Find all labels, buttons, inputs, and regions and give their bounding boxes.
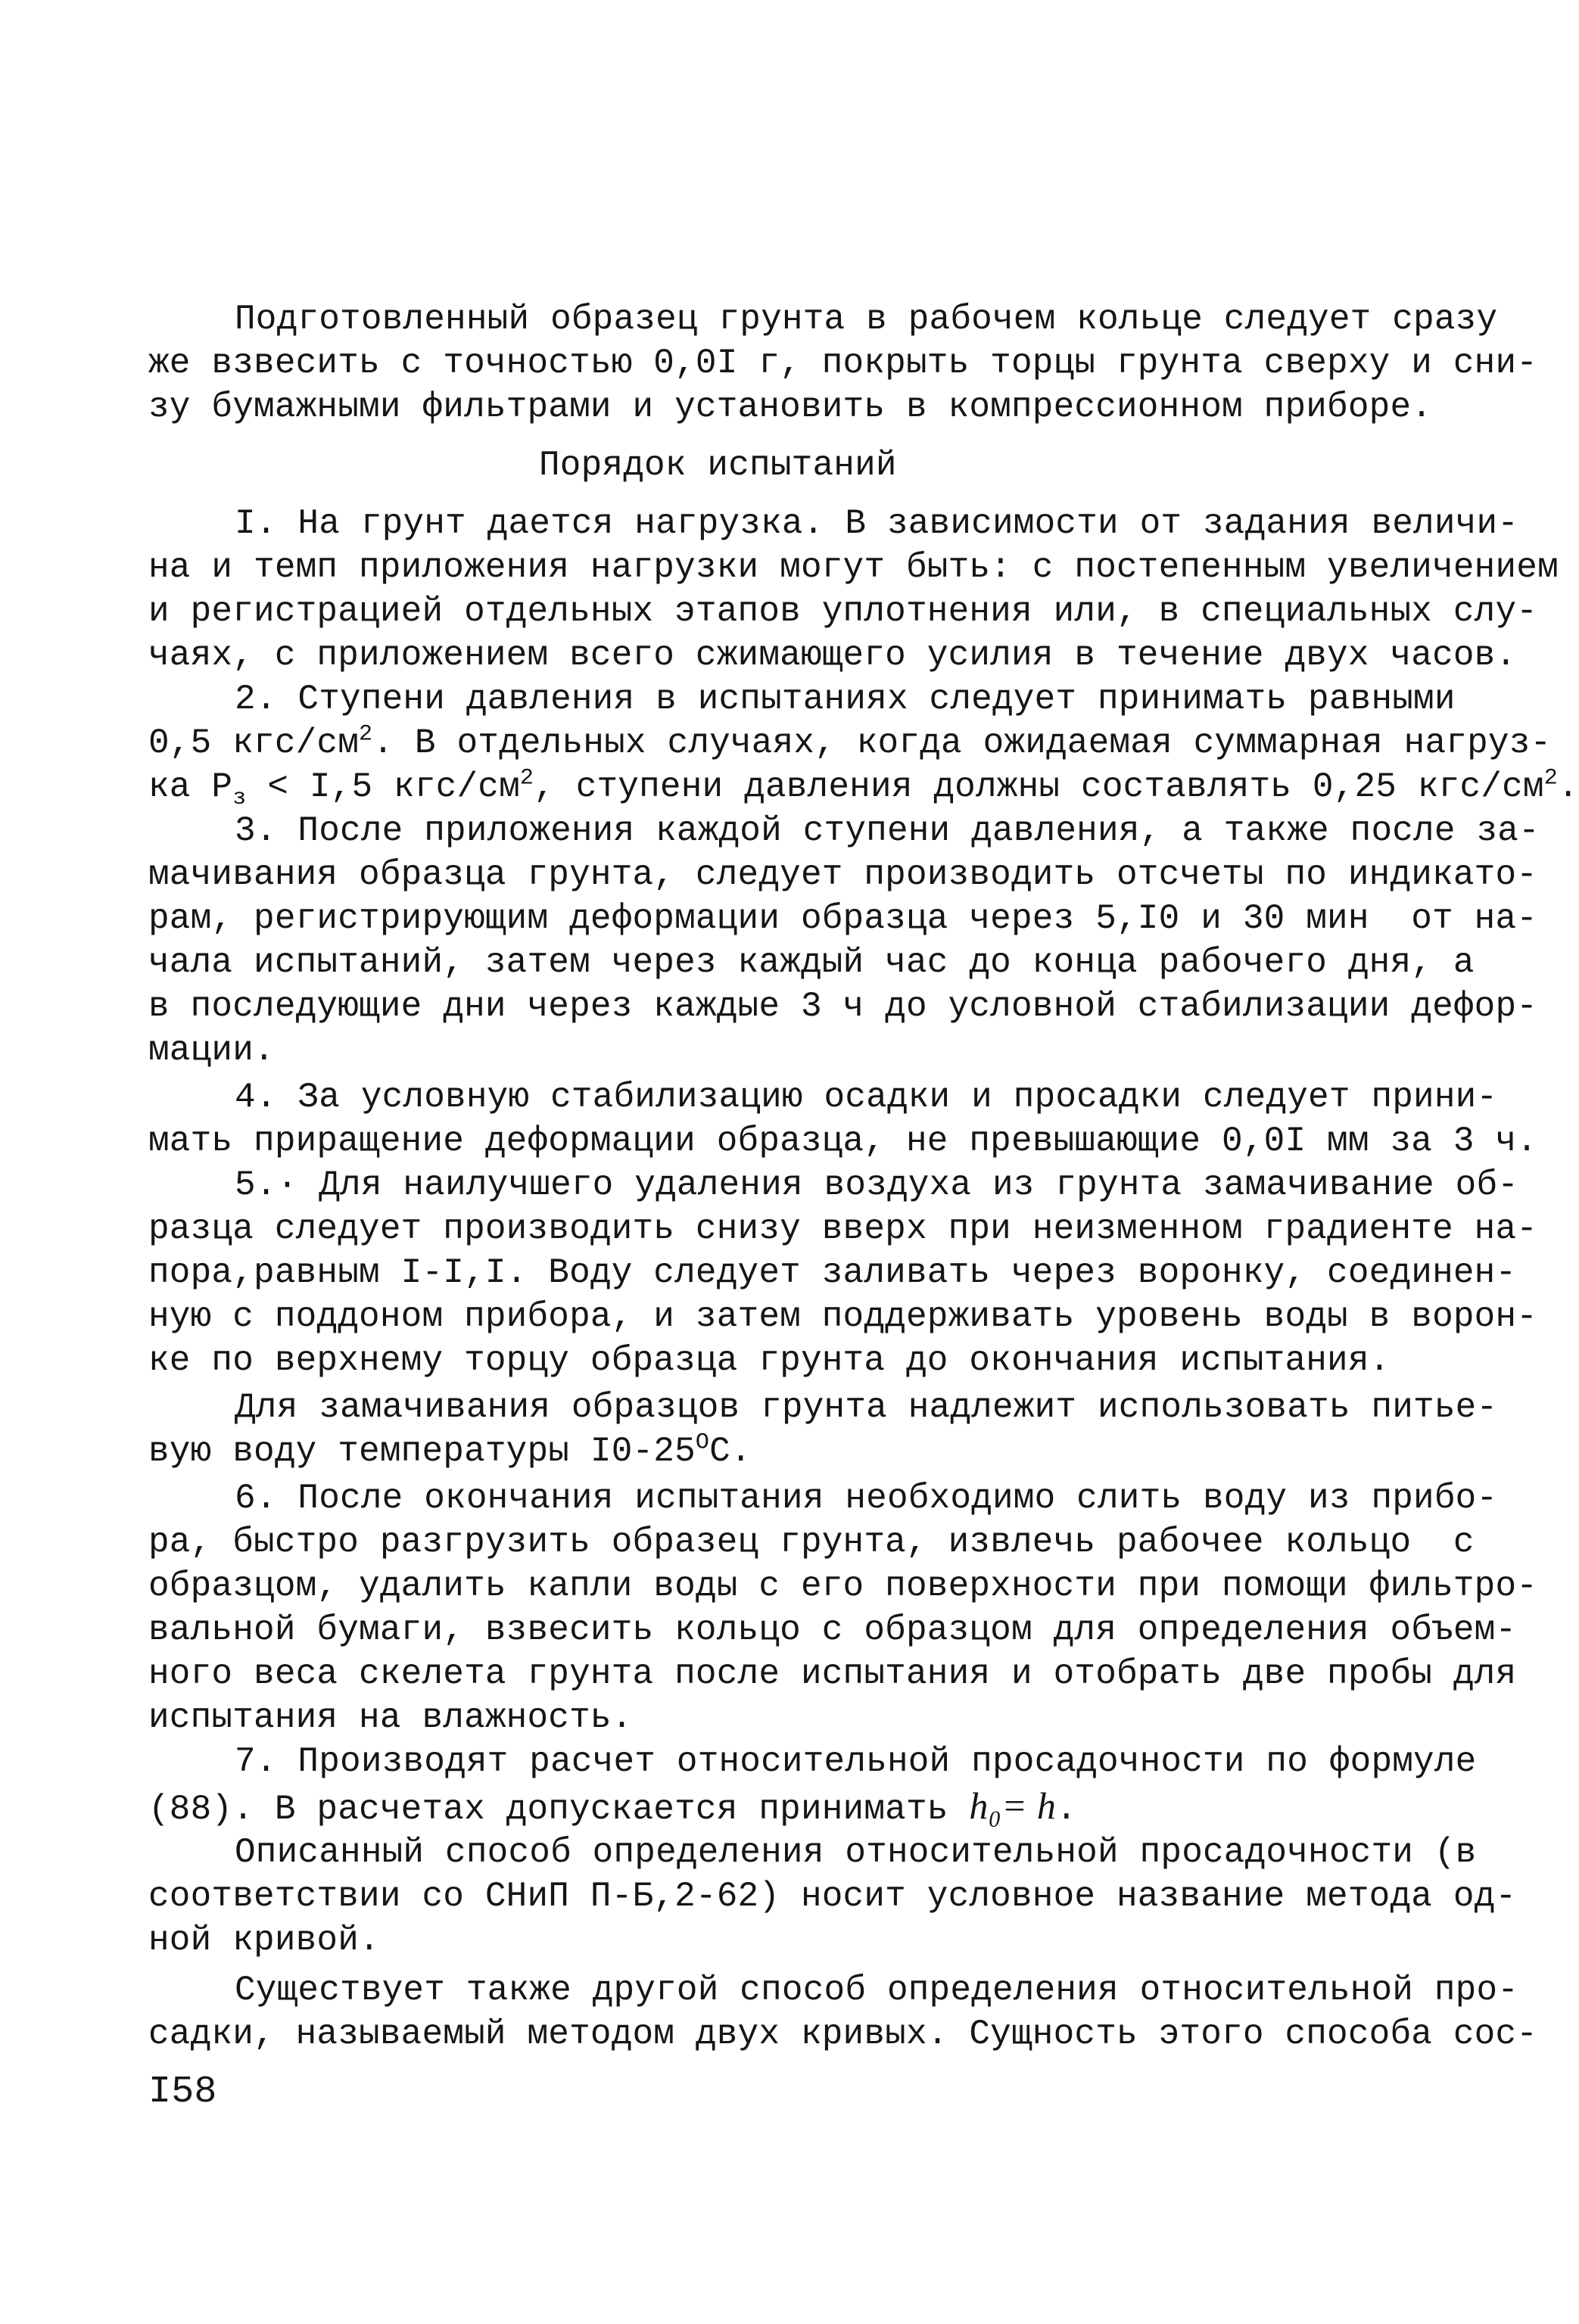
text-line <box>148 1784 1077 1828</box>
superscript: 2 <box>359 721 373 748</box>
text-line: ра, быстро разгрузить образец грунта, извлечь рабочее кольцо с <box>148 1523 1475 1562</box>
text-line: мачивания образца грунта, следует производить отсчеты по индикато- <box>148 855 1538 894</box>
text-line: же взвесить с точностью 0,0I г, покрыть торцы грунта сверху и сни- <box>148 344 1538 383</box>
text-line: мации. <box>148 1031 275 1070</box>
text-span: (88). В расчетах допускается принимать <box>148 1790 970 1829</box>
text-line: ной кривой. <box>148 1921 380 1960</box>
text-line: на и темп приложения нагрузки могут быть: с постепенным увеличением <box>148 548 1559 587</box>
text-line: 6. После окончания испытания необходимо слить воду из прибо- <box>235 1479 1498 1518</box>
text-span: . <box>1557 767 1579 807</box>
text-span: ка Р <box>148 767 233 807</box>
text-span: С. <box>709 1432 752 1471</box>
text-line: 7. Производят расчет относительной просадочности по формуле <box>235 1742 1477 1781</box>
superscript: 2 <box>1543 765 1558 792</box>
text-line: ного веса скелета грунта после испытания и отобрать две пробы для <box>148 1654 1517 1694</box>
text-line: Существует также другой способ определения относительной про- <box>235 1971 1519 2010</box>
text-line: ную с поддоном прибора, и затем поддерживать уровень воды в ворон- <box>148 1297 1538 1336</box>
text-line: рам, регистрирующим деформации образца через 5,I0 и 30 мин от на- <box>148 899 1538 938</box>
text-line <box>148 721 1551 765</box>
text-line: Для замачивания образцов грунта надлежит использовать питье- <box>235 1388 1498 1427</box>
text-line: разца следует производить снизу вверх при неизменном градиенте на- <box>148 1209 1538 1249</box>
superscript: 2 <box>519 765 534 792</box>
text-line: 4. За условную стабилизацию осадки и просадки следует прини- <box>235 1078 1498 1117</box>
text-line: испытания на влажность. <box>148 1698 633 1738</box>
text-line: и регистрацией отдельных этапов уплотнения или, в специальных слу- <box>148 592 1538 631</box>
text-line: вальной бумаги, взвесить кольцо с образцом для определения объем- <box>148 1610 1517 1650</box>
subscript: з <box>232 786 247 812</box>
text-line: чала испытаний, затем через каждый час до конца рабочего дня, а <box>148 943 1475 982</box>
text-line: садки, называемый методом двух кривых. Сущность этого способа сос- <box>148 2014 1538 2054</box>
text-span: . В отдельных случаях, когда ожидаемая суммарная нагруз- <box>372 723 1552 763</box>
text-span: . <box>1056 1790 1077 1829</box>
text-span: < I,5 кгс/см <box>246 767 520 807</box>
text-line: зу бумажными фильтрами и установить в компрессионном приборе. <box>148 387 1433 427</box>
text-line: ке по верхнему торцу образца грунта до окончания испытания. <box>148 1341 1391 1380</box>
text-line: 3. После приложения каждой ступени давления, а также после за- <box>235 811 1540 851</box>
superscript: О <box>695 1430 710 1456</box>
text-line: чаях, с приложением всего сжимающего усилия в течение двух часов. <box>148 636 1517 675</box>
section-heading: Порядок испытаний <box>539 446 897 485</box>
text-line: мать приращение деформации образца, не превышающие 0,0I мм за 3 ч. <box>148 1122 1538 1161</box>
text-span: 0,5 кгс/см <box>148 723 360 763</box>
text-line <box>148 765 1579 812</box>
text-line: соответствии со СНиП П-Б,2-62) носит условное название метода од- <box>148 1877 1517 1916</box>
text-line: Подготовленный образец грунта в рабочем кольце следует сразу <box>235 300 1498 339</box>
text-line: пора,равным I-I,I. Воду следует заливать через воронку, соединен- <box>148 1253 1517 1293</box>
text-line: образцом, удалить капли воды с его поверхности при помощи фильтро- <box>148 1566 1538 1606</box>
text-line: в последующие дни через каждые 3 ч до условной стабилизации дефор- <box>148 987 1538 1026</box>
formula: h₀= h <box>969 1784 1057 1827</box>
text-line: 5.· Для наилучшего удаления воздуха из грунта замачивание об- <box>235 1165 1519 1205</box>
text-line: I. На грунт дается нагрузка. В зависимости от задания величи- <box>235 504 1519 543</box>
page-number: I58 <box>148 2070 217 2114</box>
text-line: 2. Ступени давления в испытаниях следует принимать равными <box>235 680 1456 719</box>
text-span: вую воду температуры I0-25 <box>148 1432 696 1471</box>
text-span: , ступени давления должны составлять 0,25 кгс/см <box>534 767 1544 807</box>
text-line <box>148 1430 752 1473</box>
text-line: Описанный способ определения относительной просадочности (в <box>235 1833 1477 1872</box>
